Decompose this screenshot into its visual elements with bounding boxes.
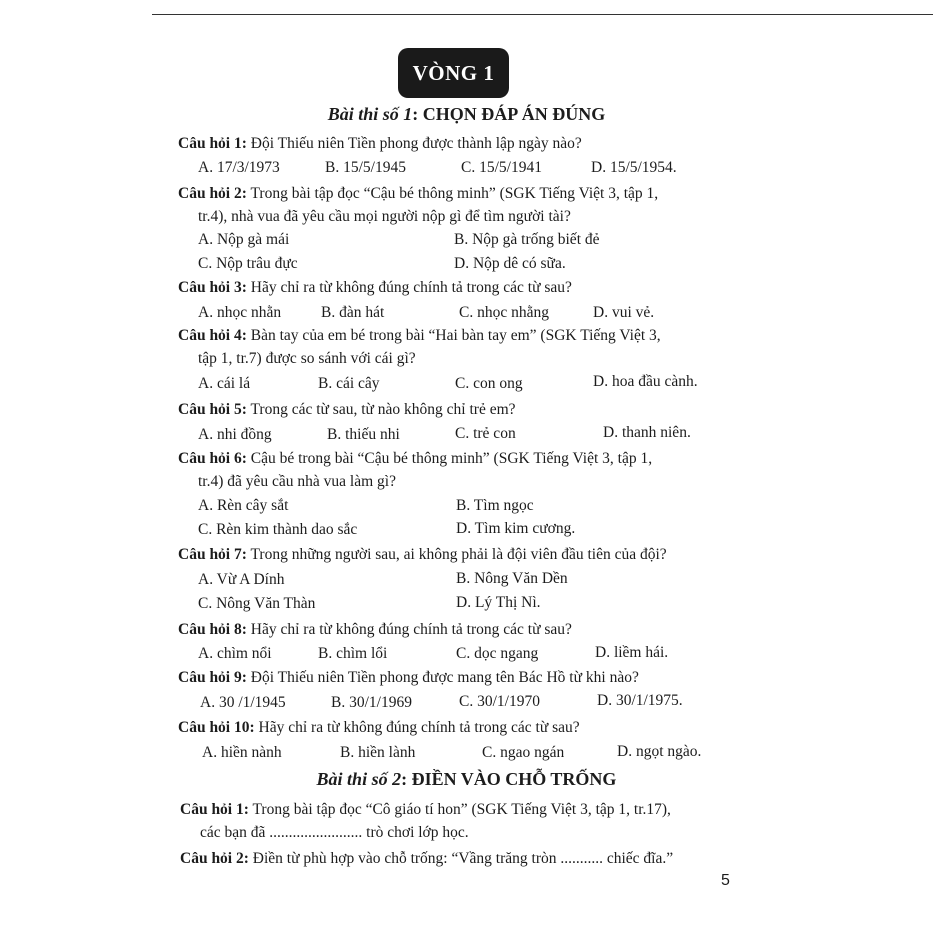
question-text: Trong bài tập đọc “Cô giáo tí hon” (SGK Tiếng Việt 3, tập 1, tr.17), xyxy=(248,801,671,818)
question-label: Câu hỏi 10: xyxy=(178,719,255,736)
question-text-cont: các bạn đã ........................ trò chơi lớp học. xyxy=(200,824,469,841)
option-d: D. thanh niên. xyxy=(603,424,691,441)
question-text: Hãy chỉ ra từ không đúng chính tả trong các từ sau? xyxy=(254,719,580,736)
option-b: B. 30/1/1969 xyxy=(331,694,412,711)
option-c: C. con ong xyxy=(455,375,523,392)
question-text-cont: tr.4), nhà vua đã yêu cầu mọi người nộp gì để tìm người tài? xyxy=(198,208,571,225)
question-10 xyxy=(178,716,580,739)
question-9 xyxy=(178,666,639,689)
question-text: Điền từ phù hợp vào chỗ trống: “Vầng trăng tròn ........... chiếc đĩa.” xyxy=(248,850,674,867)
question-label: Câu hỏi 4: xyxy=(178,327,247,344)
question-1 xyxy=(178,132,582,155)
option-d: D. Lý Thị Nì. xyxy=(456,594,541,611)
question-2 xyxy=(178,182,658,228)
question-text-cont: tập 1, tr.7) được so sánh với cái gì? xyxy=(198,350,416,367)
question-text: Hãy chỉ ra từ không đúng chính tả trong các từ sau? xyxy=(246,279,572,296)
round-title-badge: VÒNG 1 xyxy=(398,48,509,98)
option-d: D. ngọt ngào. xyxy=(617,743,702,760)
question-5 xyxy=(178,398,516,421)
option-d: D. hoa đầu cành. xyxy=(593,373,698,390)
option-b: B. Nộp gà trống biết đẻ xyxy=(454,231,600,248)
question-text: Trong những người sau, ai không phải là đội viên đầu tiên của đội? xyxy=(246,546,667,563)
option-d: D. 30/1/1975. xyxy=(597,692,683,709)
question-text: Trong các từ sau, từ nào không chỉ trẻ em? xyxy=(246,401,516,418)
option-b: B. Nông Văn Dền xyxy=(456,570,568,587)
option-d: D. liềm hái. xyxy=(595,644,669,661)
question-6 xyxy=(178,447,652,493)
section-1-title: : CHỌN ĐÁP ÁN ĐÚNG xyxy=(412,104,606,124)
fill-question-2 xyxy=(180,847,673,870)
option-d: D. vui vẻ. xyxy=(593,304,655,321)
section-1-heading xyxy=(0,104,933,125)
question-7 xyxy=(178,543,667,566)
question-label: Câu hỏi 2: xyxy=(180,850,249,867)
option-b: B. đàn hát xyxy=(321,304,385,321)
section-1-prefix: Bài thi số 1 xyxy=(327,104,413,124)
question-3 xyxy=(178,276,572,299)
option-b: B. thiếu nhi xyxy=(327,426,400,443)
option-a: A. chìm nổi xyxy=(198,645,272,662)
option-b: B. chìm lổi xyxy=(318,645,388,662)
question-text: Đội Thiếu niên Tiền phong được mang tên Bác Hồ từ khi nào? xyxy=(246,669,639,686)
section-2-heading xyxy=(0,769,933,790)
question-text: Cậu bé trong bài “Cậu bé thông minh” (SGK Tiếng Việt 3, tập 1, xyxy=(246,450,653,467)
option-b: B. cái cây xyxy=(318,375,380,392)
option-a: A. cái lá xyxy=(198,375,251,392)
option-a: A. Vừ A Dính xyxy=(198,571,285,588)
option-a: A. nhi đồng xyxy=(198,426,272,443)
question-label: Câu hỏi 9: xyxy=(178,669,247,686)
option-a: A. Rèn cây sắt xyxy=(198,497,289,514)
section-2-title: : ĐIỀN VÀO CHỖ TRỐNG xyxy=(401,769,617,789)
fill-question-1 xyxy=(180,798,671,844)
option-c: C. nhọc nhằng xyxy=(459,304,549,321)
option-c: C. trẻ con xyxy=(455,425,516,442)
question-label: Câu hỏi 2: xyxy=(178,185,247,202)
option-b: B. 15/5/1945 xyxy=(325,159,406,176)
question-text-cont: tr.4) đã yêu cầu nhà vua làm gì? xyxy=(198,473,396,490)
question-label: Câu hỏi 6: xyxy=(178,450,247,467)
option-b: B. hiền lành xyxy=(340,744,416,761)
option-d: D. Tìm kim cương. xyxy=(456,520,576,537)
question-text: Hãy chỉ ra từ không đúng chính tả trong các từ sau? xyxy=(246,621,572,638)
option-a: A. Nộp gà mái xyxy=(198,231,290,248)
question-label: Câu hỏi 1: xyxy=(178,135,247,152)
option-c: C. Rèn kim thành dao sắc xyxy=(198,521,358,538)
question-label: Câu hỏi 7: xyxy=(178,546,247,563)
option-c: C. Nông Văn Thàn xyxy=(198,595,316,612)
option-d: D. 15/5/1954. xyxy=(591,159,677,176)
option-a: A. nhọc nhằn xyxy=(198,304,282,321)
option-c: C. ngao ngán xyxy=(482,744,565,761)
section-2-prefix: Bài thi số 2 xyxy=(316,769,402,789)
question-label: Câu hỏi 1: xyxy=(180,801,249,818)
option-b: B. Tìm ngọc xyxy=(456,497,534,514)
question-label: Câu hỏi 5: xyxy=(178,401,247,418)
question-8 xyxy=(178,618,572,641)
question-text: Trong bài tập đọc “Cậu bé thông minh” (SGK Tiếng Việt 3, tập 1, xyxy=(246,185,659,202)
page-top-rule xyxy=(152,14,933,15)
option-a: A. hiền nành xyxy=(202,744,282,761)
question-text: Bàn tay của em bé trong bài “Hai bàn tay em” (SGK Tiếng Việt 3, xyxy=(246,327,661,344)
option-c: C. 15/5/1941 xyxy=(461,159,542,176)
option-c: C. Nộp trâu đực xyxy=(198,255,298,272)
page-number: 5 xyxy=(721,872,730,889)
option-d: D. Nộp dê có sữa. xyxy=(454,255,566,272)
option-c: C. 30/1/1970 xyxy=(459,693,540,710)
option-a: A. 30 /1/1945 xyxy=(200,694,286,711)
option-a: A. 17/3/1973 xyxy=(198,159,280,176)
question-text: Đội Thiếu niên Tiền phong được thành lập ngày nào? xyxy=(246,135,582,152)
question-label: Câu hỏi 8: xyxy=(178,621,247,638)
question-4 xyxy=(178,324,661,370)
question-label: Câu hỏi 3: xyxy=(178,279,247,296)
option-c: C. dọc ngang xyxy=(456,645,539,662)
